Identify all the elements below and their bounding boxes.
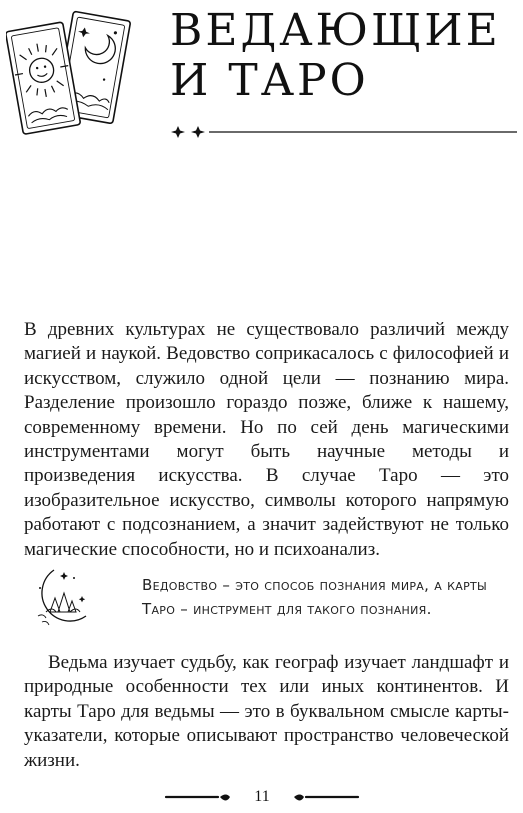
intro-paragraph: В древних культурах не существовало различий между магией и наукой. Ведовство соприкасалось с философией и искусством, служило одной цели — познанию мира. Разделение произошло гораздо позже, ближе к нашему, современному времени. Но по сей день магическими инструментами могут быть научные методы и произведения искусства. В случае Таро — это изобразительное искусство, символы которого напрямую работают с подсознанием, а значит задействуют не только магические способности, но и психоанализ. xyxy=(24,319,509,560)
second-paragraph: Ведьма изучает судьбу, как географ изучает ландшафт и природные особенности тех или иных континентов. И карты Таро для ведьмы — это в буквальном смысле карты-указатели, которые описывают пространство человеческой жизни. xyxy=(24,652,509,771)
title-divider-with-stars xyxy=(165,125,517,139)
chapter-title-line-1: ВЕДАЮЩИЕ xyxy=(170,5,501,56)
chapter-header xyxy=(0,0,523,150)
page-footer xyxy=(0,786,523,808)
callout-text: Ведовство – это способ познания мира, а карты Таро – инструмент для такого познания. xyxy=(142,576,488,618)
tarot-cards-illustration xyxy=(6,8,136,136)
chapter-title-line-2: И ТАРО xyxy=(170,55,369,106)
chapter-title xyxy=(170,6,501,106)
callout-quote xyxy=(24,566,514,630)
page-number: 11 xyxy=(254,788,270,805)
crescent-moon-with-crystals-icon xyxy=(24,566,96,630)
